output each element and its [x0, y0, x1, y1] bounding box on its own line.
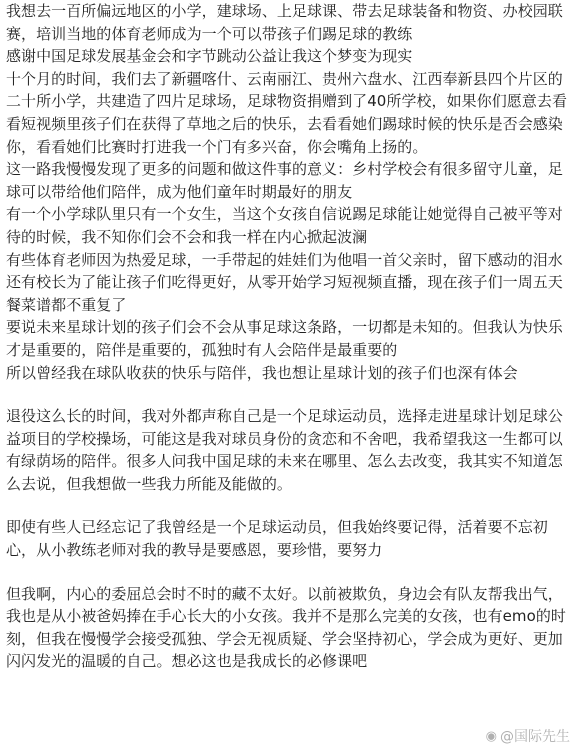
- paragraph: 退役这么长的时间，我对外都声称自己是一个足球运动员，选择走进星球计划足球公益项目的学校操场，可能这是我对球员身份的贪恋和不舍吧，我希望我这一生都可以有绿荫场的陪伴。很多人问我中国足球的未来在哪里、怎么去改变，我其实不知道怎么去说，但我想做一些我力所能及能做的。: [6, 407, 563, 493]
- weibo-icon: ◉: [485, 728, 497, 744]
- paragraph: 感谢中国足球发展基金会和字节跳动公益让我这个梦变为现实: [6, 47, 413, 66]
- paragraph: 我想去一百所偏远地区的小学，建球场、上足球课、带去足球装备和物资、办校园联赛，培训当地的体育老师成为一个可以带孩子们踢足球的教练: [6, 2, 563, 43]
- paragraph: 有一个小学球队里只有一个女生，当这个女孩自信说踢足球能让她觉得自己被平等对待的时候，我不知你们会不会和我一样在内心掀起波澜: [6, 205, 563, 246]
- paragraph-spacer: [6, 562, 572, 583]
- paragraph: 但我啊，内心的委屈总会时不时的藏不太好。以前被欺负，身边会有队友帮我出气，我也是从小被爸妈捧在手心长大的小女孩。我并不是那么完美的女孩，也有emo的时刻，但我在慢慢学会接受孤独、学会无视质疑、学会坚持初心，学会成为更好、更加闪闪发光的温暖的自己。想必这也是我成长的必修课吧: [6, 584, 566, 671]
- paragraph: 十个月的时间，我们去了新疆喀什、云南丽江、贵州六盘水、江西奉新县四个片区的二十所小学，共建造了四片足球场，足球物资捐赠到了40所学校，如果你们愿意去看看短视频里孩子们在获得了草地之后的快乐，去看看她们踢球时候的快乐是否会感染你，看看她们比赛时打进我一个门有多兴奋，你会嘴角上扬的。: [6, 69, 567, 156]
- paragraph-spacer: [6, 384, 572, 405]
- watermark: [486, 726, 570, 746]
- watermark-text: @国际先生: [500, 729, 570, 745]
- paragraph-spacer: [6, 495, 572, 516]
- paragraph: 即使有些人已经忘记了我曾经是一个足球运动员，但我始终要记得，活着要不忘初心，从小教练老师对我的教导是要感恩，要珍惜，要努力: [6, 518, 548, 560]
- article-body: [6, 0, 572, 673]
- paragraph: 还有校长为了能让孩子们吃得更好，从零开始学习短视频直播，现在孩子们一周五天餐菜谱都不重复了: [6, 273, 563, 314]
- paragraph: 这一路我慢慢发现了更多的问题和做这件事的意义：乡村学校会有很多留守儿童，足球可以带给他们陪伴，成为他们童年时期最好的朋友: [6, 160, 563, 201]
- paragraph: 所以曾经我在球队收获的快乐与陪伴，我也想让星球计划的孩子们也深有体会: [6, 363, 518, 382]
- paragraph: 有些体育老师因为热爱足球，一手带起的娃娃们为他唱一首父亲时，留下感动的泪水: [6, 250, 563, 269]
- paragraph: 要说未来星球计划的孩子们会不会从事足球这条路，一切都是未知的。但我认为快乐才是重要的，陪伴是重要的，孤独时有人会陪伴是最重要的: [6, 318, 563, 359]
